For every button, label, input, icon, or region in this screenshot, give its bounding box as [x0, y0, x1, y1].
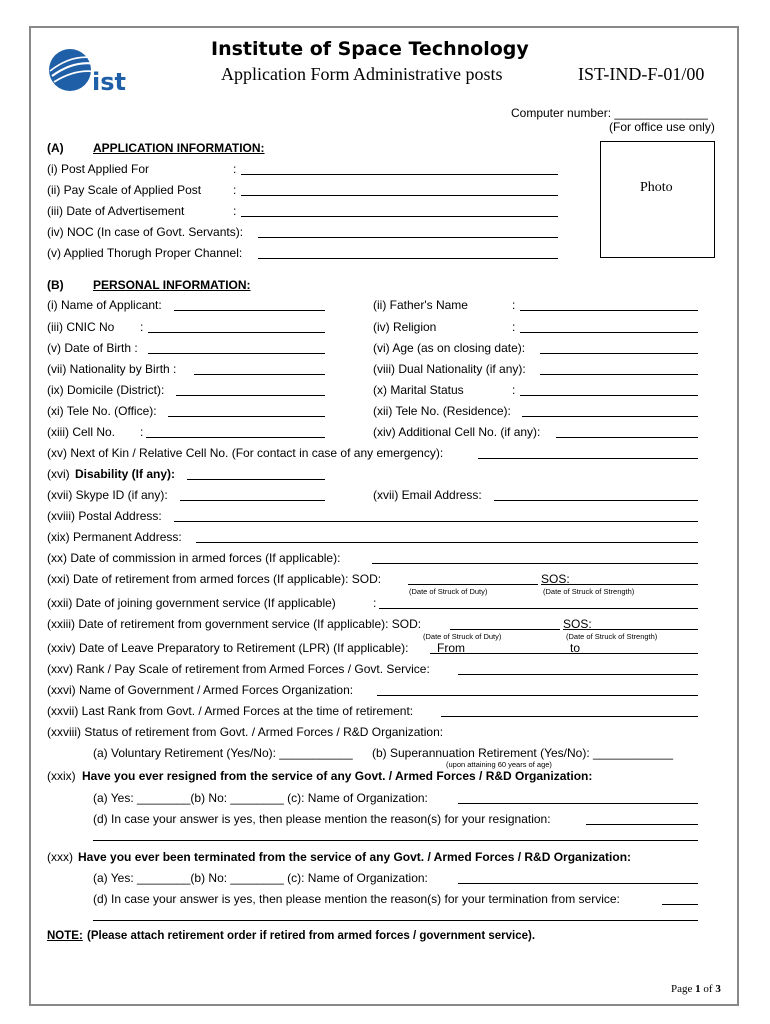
superannuation-label[interactable]: (b) Superannuation Retirement (Yes/No): ____________: [372, 746, 674, 760]
resigned-question: Have you ever resigned from the service of any Govt. / Armed Forces / R&D Organization:: [82, 769, 593, 783]
post-applied-colon: :: [233, 162, 237, 176]
father-name-colon: :: [512, 298, 516, 312]
disability-field[interactable]: [187, 479, 325, 480]
domicile-label: (ix) Domicile (District):: [47, 383, 165, 397]
upon-age-note: (upon attaining 60 years of age): [446, 760, 552, 769]
pay-scale-field[interactable]: [241, 195, 558, 196]
resignation-reason-label: (d) In case your answer is yes, then please mention the reason(s) for your resignation:: [93, 812, 551, 826]
termination-reason-label: (d) In case your answer is yes, then please mention the reason(s) for your termination from service:: [93, 892, 620, 906]
noc-label: (iv) NOC (In case of Govt. Servants):: [47, 225, 244, 239]
pay-scale-label: (ii) Pay Scale of Applied Post: [47, 183, 202, 197]
termination-reason-line2[interactable]: [93, 920, 698, 921]
terminated-organization-field[interactable]: [458, 883, 698, 884]
office-use-note: (For office use only): [609, 120, 715, 134]
cnic-field[interactable]: [148, 332, 325, 333]
section-a-title: APPLICATION INFORMATION:: [93, 141, 265, 155]
disability-number: (xvi): [47, 467, 70, 481]
resigned-number: (xxix): [47, 769, 76, 783]
dual-nationality-field[interactable]: [540, 374, 698, 375]
resigned-organization-field[interactable]: [458, 803, 698, 804]
lpr-to-field[interactable]: [558, 653, 698, 654]
marital-status-colon: :: [512, 383, 516, 397]
permanent-address-field[interactable]: [196, 542, 698, 543]
proper-channel-label: (v) Applied Thorugh Proper Channel:: [47, 246, 243, 260]
retire-govt-sos-field[interactable]: [563, 629, 698, 630]
organization-name-field[interactable]: [377, 695, 698, 696]
tele-residence-label: (xii) Tele No. (Residence):: [373, 404, 511, 418]
post-applied-field[interactable]: [241, 174, 558, 175]
father-name-field[interactable]: [520, 310, 698, 311]
lpr-from-field[interactable]: [430, 653, 558, 654]
retire-armed-label: (xxi) Date of retirement from armed forces (If applicable): SOD:: [47, 572, 382, 586]
retirement-status-label: (xxviii) Status of retirement from Govt. / Armed Forces / R&D Organization:: [47, 725, 444, 739]
advertisement-date-field[interactable]: [241, 216, 558, 217]
retire-govt-sos-label: SOS:: [563, 617, 592, 631]
resignation-reason-field[interactable]: [586, 824, 698, 825]
retire-govt-sod-note: (Date of Struck of Duty): [423, 632, 502, 641]
additional-cell-field[interactable]: [556, 437, 698, 438]
tele-office-field[interactable]: [168, 416, 325, 417]
join-govt-field[interactable]: [379, 608, 698, 609]
retire-armed-sod-field[interactable]: [408, 584, 538, 585]
form-code: IST-IND-F-01/00: [578, 64, 705, 84]
skype-label: (xvii) Skype ID (if any):: [47, 488, 168, 502]
form-title: Application Form Administrative posts: [221, 64, 503, 84]
email-field[interactable]: [494, 500, 698, 501]
retire-armed-sos-note: (Date of Struck of Strength): [543, 587, 635, 596]
resigned-options[interactable]: (a) Yes: ________(b) No: ________ (c): Name of Organization:: [93, 791, 428, 805]
cell-label: (xiii) Cell No.: [47, 425, 116, 439]
last-rank-field[interactable]: [441, 716, 698, 717]
resignation-reason-line2[interactable]: [93, 840, 698, 841]
tele-residence-field[interactable]: [522, 416, 698, 417]
rank-scale-label: (xxv) Rank / Pay Scale of retirement from Armed Forces / Govt. Service:: [47, 662, 430, 676]
join-govt-colon: :: [373, 596, 377, 610]
retire-armed-sod-note: (Date of Struck of Duty): [409, 587, 488, 596]
lpr-label: (xxiv) Date of Leave Preparatory to Retirement (LPR) (If applicable):: [47, 641, 409, 655]
religion-label: (iv) Religion: [373, 320, 437, 334]
nationality-field[interactable]: [194, 374, 325, 375]
terminated-number: (xxx): [47, 850, 73, 864]
computer-number-label: Computer number: ______________: [511, 106, 708, 120]
skype-field[interactable]: [180, 500, 325, 501]
section-b-title: PERSONAL INFORMATION:: [93, 278, 251, 292]
proper-channel-field[interactable]: [258, 258, 558, 259]
advertisement-date-label: (iii) Date of Advertisement: [47, 204, 185, 218]
applicant-name-label: (i) Name of Applicant:: [47, 298, 162, 312]
of-word: of: [703, 983, 713, 995]
next-of-kin-field[interactable]: [478, 458, 698, 459]
marital-status-label: (x) Marital Status: [373, 383, 464, 397]
postal-address-field[interactable]: [174, 521, 698, 522]
section-b-letter: (B): [47, 278, 64, 292]
disability-label: Disability (If any):: [75, 467, 176, 481]
religion-colon: :: [512, 320, 516, 334]
page-word: Page: [671, 983, 693, 995]
retire-govt-label: (xxiii) Date of retirement from government service (If applicable): SOD:: [47, 617, 422, 631]
father-name-label: (ii) Father's Name: [373, 298, 468, 312]
page-indicator: [671, 983, 721, 995]
advertisement-date-colon: :: [233, 204, 237, 218]
photo-label: Photo: [640, 180, 673, 195]
email-label: (xvii) Email Address:: [373, 488, 482, 502]
join-govt-label: (xxii) Date of joining government service (If applicable): [47, 596, 336, 610]
marital-status-field[interactable]: [520, 395, 698, 396]
age-label: (vi) Age (as on closing date):: [373, 341, 526, 355]
noc-field[interactable]: [258, 237, 558, 238]
commission-date-label: (xx) Date of commission in armed forces (If applicable):: [47, 551, 341, 565]
nationality-label: (vii) Nationality by Birth :: [47, 362, 177, 376]
retire-govt-sod-field[interactable]: [450, 629, 560, 630]
note-label: NOTE:: [47, 930, 83, 942]
post-applied-label: (i) Post Applied For: [47, 162, 150, 176]
termination-reason-field[interactable]: [662, 904, 698, 905]
rank-scale-field[interactable]: [458, 674, 698, 675]
dual-nationality-label: (viii) Dual Nationality (if any):: [373, 362, 526, 376]
domicile-field[interactable]: [176, 395, 325, 396]
religion-field[interactable]: [520, 332, 698, 333]
cell-colon: :: [140, 425, 144, 439]
institute-logo: [44, 46, 140, 100]
retire-govt-sos-note: (Date of Struck of Strength): [566, 632, 658, 641]
lpr-to-label: to: [570, 641, 581, 655]
logo-text: ist: [92, 68, 126, 96]
note-text: (Please attach retirement order if retired from armed forces / government service).: [87, 930, 536, 942]
lpr-from-label: From: [437, 641, 465, 655]
applicant-name-field[interactable]: [174, 310, 325, 311]
additional-cell-label: (xiv) Additional Cell No. (if any):: [373, 425, 541, 439]
retire-armed-sos-field[interactable]: [541, 584, 698, 585]
permanent-address-label: (xix) Permanent Address:: [47, 530, 182, 544]
age-field[interactable]: [540, 353, 698, 354]
photo-box[interactable]: [600, 141, 715, 258]
organization-name-label: (xxvi) Name of Government / Armed Forces Organization:: [47, 683, 354, 697]
cnic-colon: :: [140, 320, 144, 334]
dob-label: (v) Date of Birth :: [47, 341, 138, 355]
next-of-kin-label: (xv) Next of Kin / Relative Cell No. (For contact in case of any emergency):: [47, 446, 444, 460]
voluntary-retirement-label[interactable]: (a) Voluntary Retirement (Yes/No): ___________: [93, 746, 353, 760]
retire-armed-sos-label: SOS:: [541, 572, 570, 586]
commission-date-field[interactable]: [372, 563, 698, 564]
dob-field[interactable]: [148, 353, 325, 354]
cnic-label: (iii) CNIC No: [47, 320, 115, 334]
institute-title: Institute of Space Technology: [211, 38, 529, 60]
last-rank-label: (xxvii) Last Rank from Govt. / Armed Forces at the time of retirement:: [47, 704, 414, 718]
postal-address-label: (xviii) Postal Address:: [47, 509, 162, 523]
terminated-options[interactable]: (a) Yes: ________(b) No: ________ (c): Name of Organization:: [93, 871, 428, 885]
cell-field[interactable]: [146, 437, 325, 438]
pay-scale-colon: :: [233, 183, 237, 197]
tele-office-label: (xi) Tele No. (Office):: [47, 404, 157, 418]
page-total: 3: [715, 983, 721, 995]
page-number: 1: [695, 983, 701, 995]
section-a-letter: (A): [47, 141, 64, 155]
terminated-question: Have you ever been terminated from the service of any Govt. / Armed Forces / R&D Organization:: [78, 850, 632, 864]
